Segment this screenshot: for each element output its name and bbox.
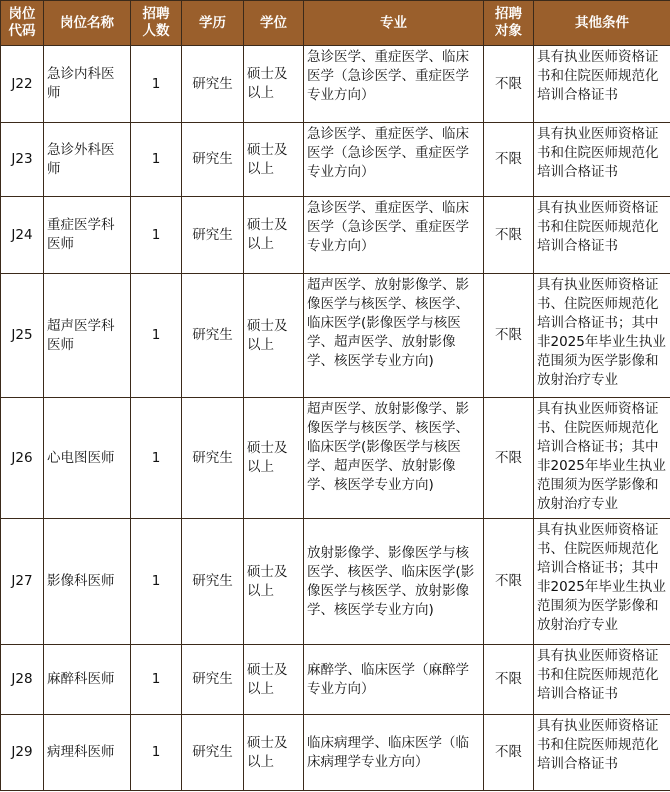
cell-education: 研究生 xyxy=(182,645,244,715)
cell-degree: 硕士及以上 xyxy=(244,398,304,519)
cell-name: 影像科医师 xyxy=(44,519,131,645)
header-count: 招聘 人数 xyxy=(131,1,182,46)
cell-code: J29 xyxy=(1,715,44,791)
cell-education: 研究生 xyxy=(182,398,244,519)
table-row xyxy=(1,645,670,715)
cell-target: 不限 xyxy=(484,197,534,274)
cell-name: 重症医学科医师 xyxy=(44,197,131,274)
cell-other: 具有执业医师资格证书、住院医师规范化培训合格证书；其中非2025年毕业生执业范围须为医学影像和放射治疗专业 xyxy=(534,519,670,645)
cell-other: 具有执业医师资格证书和住院医师规范化培训合格证书 xyxy=(534,645,670,715)
cell-name: 心电图医师 xyxy=(44,398,131,519)
cell-target: 不限 xyxy=(484,46,534,123)
cell-degree: 硕士及以上 xyxy=(244,715,304,791)
header-row xyxy=(1,1,670,46)
cell-major: 放射影像学、影像医学与核医学、核医学、临床医学(影像医学与核医学、放射影像学、核医学专业方向) xyxy=(304,519,484,645)
cell-count: 1 xyxy=(131,645,182,715)
cell-major: 急诊医学、重症医学、临床医学（急诊医学、重症医学专业方向） xyxy=(304,46,484,123)
cell-other: 具有执业医师资格证书和住院医师规范化培训合格证书 xyxy=(534,197,670,274)
table-row xyxy=(1,274,670,398)
header-major: 专业 xyxy=(304,1,484,46)
cell-code: J25 xyxy=(1,274,44,398)
cell-major: 麻醉学、临床医学（麻醉学专业方向） xyxy=(304,645,484,715)
cell-other: 具有执业医师资格证书和住院医师规范化培训合格证书 xyxy=(534,46,670,123)
cell-education: 研究生 xyxy=(182,274,244,398)
table-row xyxy=(1,519,670,645)
table-row xyxy=(1,46,670,123)
cell-count: 1 xyxy=(131,274,182,398)
header-degree: 学位 xyxy=(244,1,304,46)
cell-count: 1 xyxy=(131,519,182,645)
header-target: 招聘 对象 xyxy=(484,1,534,46)
cell-other: 具有执业医师资格证书、住院医师规范化培训合格证书；其中非2025年毕业生执业范围须为医学影像和放射治疗专业 xyxy=(534,274,670,398)
cell-target: 不限 xyxy=(484,519,534,645)
cell-education: 研究生 xyxy=(182,519,244,645)
cell-name: 急诊外科医师 xyxy=(44,123,131,197)
cell-degree: 硕士及以上 xyxy=(244,46,304,123)
cell-degree: 硕士及以上 xyxy=(244,519,304,645)
header-education: 学历 xyxy=(182,1,244,46)
table-row xyxy=(1,715,670,791)
cell-education: 研究生 xyxy=(182,46,244,123)
header-name: 岗位名称 xyxy=(44,1,131,46)
cell-degree: 硕士及以上 xyxy=(244,197,304,274)
cell-major: 急诊医学、重症医学、临床医学（急诊医学、重症医学专业方向） xyxy=(304,123,484,197)
cell-target: 不限 xyxy=(484,645,534,715)
cell-education: 研究生 xyxy=(182,123,244,197)
cell-name: 病理科医师 xyxy=(44,715,131,791)
cell-target: 不限 xyxy=(484,398,534,519)
cell-degree: 硕士及以上 xyxy=(244,274,304,398)
header-other: 其他条件 xyxy=(534,1,670,46)
cell-education: 研究生 xyxy=(182,197,244,274)
table-row xyxy=(1,398,670,519)
cell-code: J23 xyxy=(1,123,44,197)
cell-other: 具有执业医师资格证书和住院医师规范化培训合格证书 xyxy=(534,715,670,791)
cell-code: J28 xyxy=(1,645,44,715)
cell-name: 超声医学科医师 xyxy=(44,274,131,398)
cell-degree: 硕士及以上 xyxy=(244,123,304,197)
cell-code: J26 xyxy=(1,398,44,519)
cell-name: 麻醉科医师 xyxy=(44,645,131,715)
cell-code: J27 xyxy=(1,519,44,645)
cell-other: 具有执业医师资格证书和住院医师规范化培训合格证书 xyxy=(534,123,670,197)
cell-major: 超声医学、放射影像学、影像医学与核医学、核医学、临床医学(影像医学与核医学、超声医学、放射影像学、核医学专业方向) xyxy=(304,398,484,519)
cell-major: 临床病理学、临床医学（临床病理学专业方向） xyxy=(304,715,484,791)
cell-education: 研究生 xyxy=(182,715,244,791)
cell-count: 1 xyxy=(131,197,182,274)
cell-major: 急诊医学、重症医学、临床医学（急诊医学、重症医学专业方向） xyxy=(304,197,484,274)
cell-code: J22 xyxy=(1,46,44,123)
cell-name: 急诊内科医师 xyxy=(44,46,131,123)
header-code: 岗位 代码 xyxy=(1,1,44,46)
cell-degree: 硕士及以上 xyxy=(244,645,304,715)
cell-target: 不限 xyxy=(484,274,534,398)
cell-code: J24 xyxy=(1,197,44,274)
cell-count: 1 xyxy=(131,715,182,791)
cell-count: 1 xyxy=(131,46,182,123)
table-row xyxy=(1,197,670,274)
cell-count: 1 xyxy=(131,398,182,519)
cell-target: 不限 xyxy=(484,715,534,791)
cell-count: 1 xyxy=(131,123,182,197)
cell-major: 超声医学、放射影像学、影像医学与核医学、核医学、临床医学(影像医学与核医学、超声医学、放射影像学、核医学专业方向) xyxy=(304,274,484,398)
cell-target: 不限 xyxy=(484,123,534,197)
table-row xyxy=(1,123,670,197)
cell-other: 具有执业医师资格证书、住院医师规范化培训合格证书；其中非2025年毕业生执业范围须为医学影像和放射治疗专业 xyxy=(534,398,670,519)
